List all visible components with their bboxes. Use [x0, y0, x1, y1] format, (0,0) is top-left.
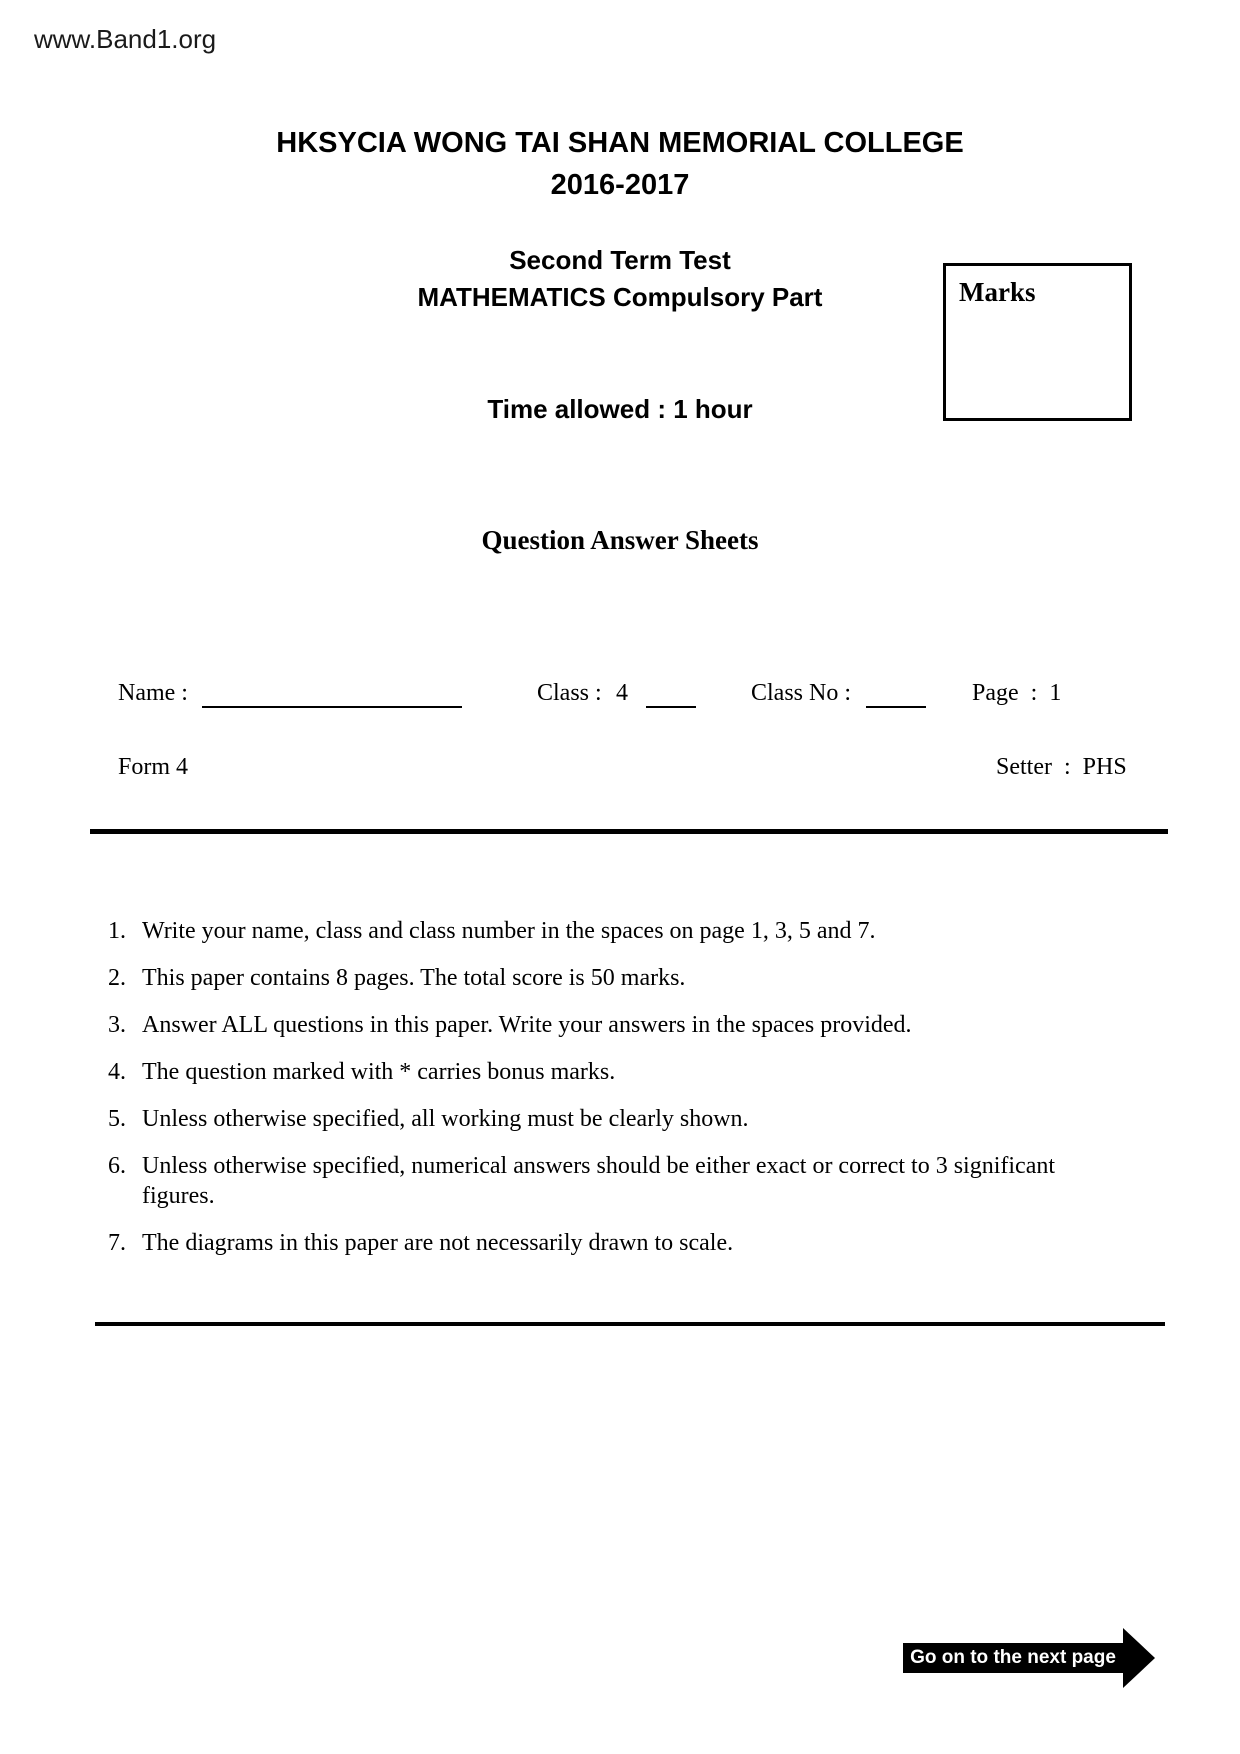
instruction-item	[108, 1151, 1118, 1211]
form-setter-row	[0, 754, 1240, 788]
instruction-text: This paper contains 8 pages. The total score is 50 marks.	[142, 965, 686, 991]
instruction-number: 1.	[108, 918, 126, 944]
watermark-url: www.Band1.org	[34, 24, 217, 54]
class-field[interactable]	[646, 680, 696, 708]
instruction-item	[108, 1057, 1118, 1087]
setter-label: Setter : PHS	[996, 754, 1127, 780]
class-no-label: Class No :	[751, 680, 852, 706]
instruction-text: The question marked with * carries bonus marks.	[142, 1059, 616, 1085]
arrow-right-icon	[1123, 1628, 1155, 1688]
school-name: HKSYCIA WONG TAI SHAN MEMORIAL COLLEGE	[276, 127, 964, 159]
title-block	[0, 122, 1240, 206]
instruction-text-line2: figures.	[142, 1183, 215, 1209]
instruction-number: 2.	[108, 965, 126, 991]
instructions-list	[108, 916, 1118, 1275]
instruction-number: 5.	[108, 1106, 126, 1132]
instruction-text-line1: Unless otherwise specified, numerical answers should be either exact or correct to 3 significant	[142, 1153, 1056, 1179]
name-field[interactable]	[202, 680, 462, 708]
instruction-text: Unless otherwise specified, all working must be clearly shown.	[142, 1106, 749, 1132]
school-year: 2016-2017	[550, 169, 690, 201]
class-label: Class :	[537, 680, 602, 706]
instruction-item	[108, 963, 1118, 993]
divider-top	[90, 829, 1168, 834]
instruction-number: 7.	[108, 1230, 126, 1256]
marks-label: Marks	[959, 277, 1036, 307]
student-info-row	[0, 680, 1240, 716]
instruction-item	[108, 1104, 1118, 1134]
instruction-number: 6.	[108, 1153, 126, 1179]
class-no-field[interactable]	[866, 680, 926, 708]
exam-subject: MATHEMATICS Compulsory Part	[417, 282, 823, 312]
exam-title: Second Term Test	[509, 245, 731, 275]
instruction-text: Write your name, class and class number in the spaces on page 1, 3, 5 and 7.	[142, 918, 876, 944]
next-page-indicator	[903, 1628, 1155, 1688]
instruction-item	[108, 1228, 1118, 1258]
class-value: 4	[616, 680, 628, 706]
instruction-item	[108, 1010, 1118, 1040]
next-page-label: Go on to the next page	[910, 1647, 1116, 1668]
instruction-number: 4.	[108, 1059, 126, 1085]
instruction-text	[142, 1151, 1118, 1211]
form-label: Form 4	[118, 754, 189, 780]
name-label: Name :	[118, 680, 188, 706]
instruction-item	[108, 916, 1118, 946]
next-page-bar	[903, 1643, 1123, 1673]
instruction-text: The diagrams in this paper are not necessarily drawn to scale.	[142, 1230, 734, 1256]
instruction-number: 3.	[108, 1012, 126, 1038]
instruction-text: Answer ALL questions in this paper. Write your answers in the spaces provided.	[142, 1012, 912, 1038]
page-number: Page : 1	[972, 680, 1062, 706]
time-allowed: Time allowed : 1 hour	[487, 394, 753, 424]
sheet-title: Question Answer Sheets	[481, 525, 759, 555]
divider-bottom	[95, 1322, 1165, 1326]
